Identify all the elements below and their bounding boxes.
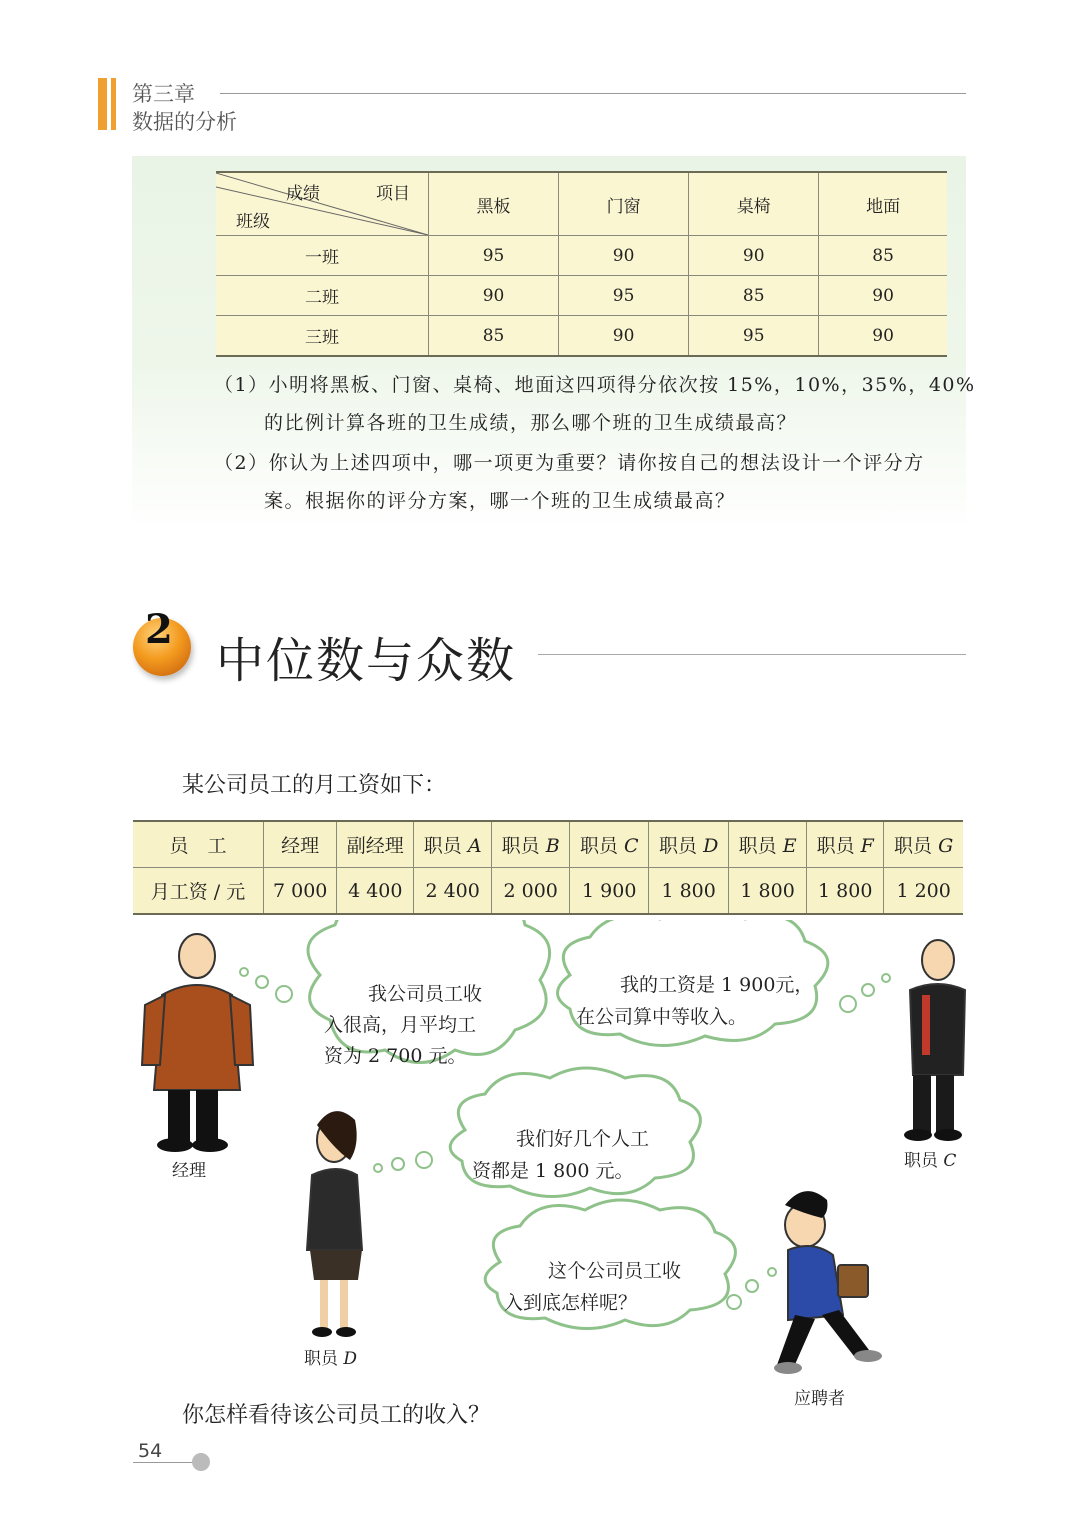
diagonal-header-cell bbox=[216, 172, 429, 236]
table-row bbox=[216, 316, 947, 357]
table-row bbox=[216, 276, 947, 316]
chapter-title: 数据的分析 bbox=[132, 110, 237, 134]
corner-item-label: 项目 bbox=[376, 184, 410, 204]
score-cell: 90 bbox=[689, 236, 819, 276]
salary-value-row bbox=[133, 868, 963, 915]
question-2-line-1: （2）你认为上述四项中，哪一项更为重要？请你按自己的想法设计一个评分方 bbox=[214, 452, 925, 474]
salary-cell: 7 000 bbox=[264, 868, 337, 915]
staff-name-cell bbox=[492, 821, 570, 868]
manager-caption: 经理 bbox=[172, 1161, 206, 1181]
staff-letter: D bbox=[703, 835, 719, 857]
score-cell: 90 bbox=[559, 316, 689, 357]
applicant-caption: 应聘者 bbox=[794, 1389, 845, 1409]
clerk-d-caption bbox=[304, 1344, 357, 1369]
score-cell: 95 bbox=[429, 236, 559, 276]
salary-table bbox=[133, 820, 963, 915]
salary-value-label: 月工资 / 元 bbox=[150, 881, 246, 903]
staff-name: 副经理 bbox=[346, 835, 404, 857]
staff-name-cell bbox=[337, 821, 414, 868]
page-number-dot bbox=[192, 1453, 210, 1471]
salary-cell: 1 200 bbox=[884, 868, 963, 915]
salary-cell: 2 400 bbox=[414, 868, 492, 915]
page-number: 54 bbox=[138, 1440, 163, 1462]
corner-score-label: 成绩 bbox=[286, 184, 320, 204]
column-header: 门窗 bbox=[559, 172, 689, 236]
class-name: 三班 bbox=[216, 316, 429, 357]
class-name: 二班 bbox=[216, 276, 429, 316]
staff-name-cell bbox=[807, 821, 884, 868]
staff-letter: C bbox=[624, 835, 639, 857]
clerk-c-caption bbox=[904, 1146, 956, 1171]
staff-header-label: 员 工 bbox=[133, 821, 264, 868]
staff-name-cell bbox=[414, 821, 492, 868]
staff-name-cell bbox=[649, 821, 729, 868]
section-title: 中位数与众数 bbox=[216, 633, 517, 689]
applicant-speech-2: 入到底怎样呢？ bbox=[504, 1292, 638, 1314]
staff-name: 职员 bbox=[501, 835, 540, 857]
table-header-row bbox=[216, 172, 947, 236]
table-row bbox=[216, 236, 947, 276]
clerk-d-speech-2: 资都是 1 800 元。 bbox=[472, 1160, 634, 1182]
question-1-line-1: （1）小明将黑板、门窗、桌椅、地面这四项得分依次按 15%，10%，35%，40% bbox=[214, 374, 976, 396]
staff-name: 职员 bbox=[579, 835, 618, 857]
salary-cell: 4 400 bbox=[337, 868, 414, 915]
clerk-c-speech-1: 我的工资是 1 900元， bbox=[620, 974, 814, 996]
staff-name-cell bbox=[884, 821, 963, 868]
clerk-c-figure bbox=[904, 940, 965, 1141]
manager-speech-3: 资为 2 700 元。 bbox=[324, 1045, 467, 1067]
staff-letter: E bbox=[782, 835, 797, 857]
salary-header-row bbox=[133, 821, 963, 868]
staff-name: 职员 bbox=[738, 835, 777, 857]
column-header: 地面 bbox=[819, 172, 947, 236]
applicant-figure bbox=[774, 1191, 882, 1374]
staff-letter: B bbox=[545, 835, 560, 857]
chapter-marker-bar-thin bbox=[111, 78, 116, 130]
manager-figure bbox=[142, 934, 253, 1152]
salary-cell: 1 800 bbox=[807, 868, 884, 915]
salary-cell: 2 000 bbox=[492, 868, 570, 915]
staff-letter: G bbox=[938, 835, 954, 857]
clerk-d-speech-1: 我们好几个人工 bbox=[516, 1128, 650, 1150]
score-cell: 85 bbox=[819, 236, 947, 276]
hygiene-score-table bbox=[216, 171, 947, 357]
corner-class-label: 班级 bbox=[236, 212, 270, 232]
manager-speech-2: 入很高，月平均工 bbox=[324, 1014, 477, 1036]
clerk-c-caption-name: 职员 bbox=[904, 1151, 938, 1171]
intro-text: 某公司员工的月工资如下： bbox=[182, 773, 447, 798]
staff-name: 职员 bbox=[894, 835, 933, 857]
score-cell: 90 bbox=[559, 236, 689, 276]
salary-cell: 1 900 bbox=[570, 868, 649, 915]
chapter-marker-bar bbox=[98, 78, 107, 130]
score-cell: 90 bbox=[819, 276, 947, 316]
header-rule bbox=[220, 93, 966, 94]
staff-name: 职员 bbox=[816, 835, 855, 857]
salary-cell: 1 800 bbox=[729, 868, 807, 915]
salary-cell: 1 800 bbox=[649, 868, 729, 915]
clerk-c-speech-2: 在公司算中等收入。 bbox=[576, 1006, 748, 1028]
staff-name-cell bbox=[570, 821, 649, 868]
score-cell: 85 bbox=[429, 316, 559, 357]
score-cell: 95 bbox=[559, 276, 689, 316]
staff-name-cell bbox=[729, 821, 807, 868]
staff-name: 经理 bbox=[281, 835, 320, 857]
page-number-rule bbox=[133, 1462, 195, 1463]
closing-question: 你怎样看待该公司员工的收入？ bbox=[182, 1403, 491, 1428]
score-cell: 90 bbox=[819, 316, 947, 357]
staff-name: 职员 bbox=[423, 835, 462, 857]
column-header: 黑板 bbox=[429, 172, 559, 236]
applicant-speech-1: 这个公司员工收 bbox=[548, 1260, 682, 1282]
score-cell: 90 bbox=[429, 276, 559, 316]
score-cell: 95 bbox=[689, 316, 819, 357]
score-cell: 85 bbox=[689, 276, 819, 316]
clerk-d-caption-name: 职员 bbox=[304, 1349, 338, 1369]
question-1-line-2: 的比例计算各班的卫生成绩，那么哪个班的卫生成绩最高？ bbox=[264, 412, 798, 434]
column-header: 桌椅 bbox=[689, 172, 819, 236]
staff-letter: F bbox=[860, 835, 874, 857]
clerk-d-figure bbox=[307, 1111, 362, 1337]
staff-letter: A bbox=[467, 835, 482, 857]
manager-speech-1: 我公司员工收 bbox=[368, 983, 483, 1005]
staff-name-cell bbox=[264, 821, 337, 868]
section-rule bbox=[538, 654, 966, 655]
clerk-d-caption-letter: D bbox=[343, 1349, 358, 1369]
chapter-label: 第三章 bbox=[132, 82, 195, 106]
class-name: 一班 bbox=[216, 236, 429, 276]
clerk-c-caption-letter: C bbox=[943, 1151, 957, 1171]
section-number: 2 bbox=[145, 606, 173, 653]
staff-name: 职员 bbox=[659, 835, 698, 857]
question-2-line-2: 案。根据你的评分方案，哪一个班的卫生成绩最高？ bbox=[264, 490, 736, 512]
